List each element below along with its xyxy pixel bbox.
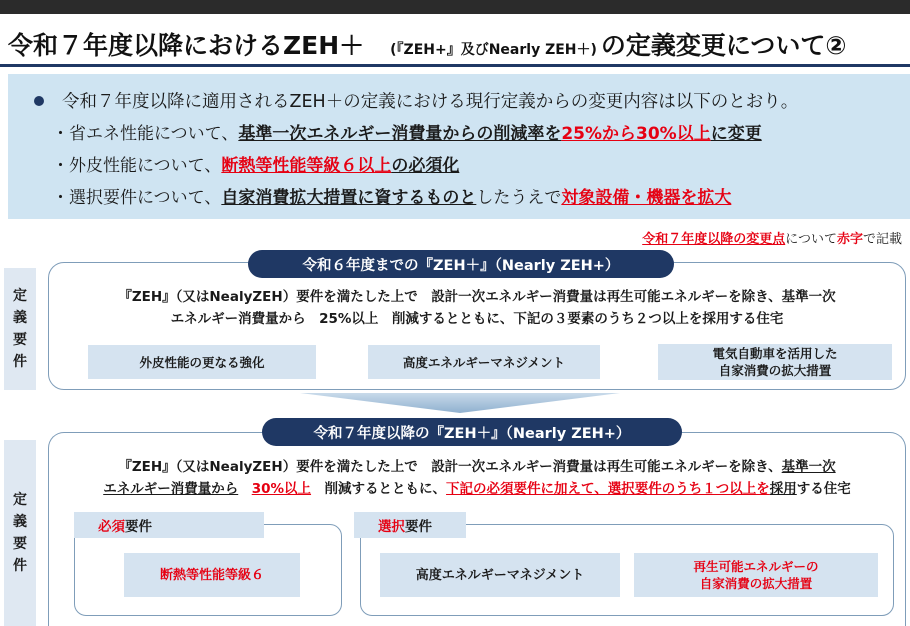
title-sub: (『ZEH+』及びNearly ZEH＋) bbox=[390, 42, 597, 58]
after-line1-a: 『ZEH』（又はNealyZEH）要件を満たした上で 設計一次エネルギー消費量は再生可能エネルギーを除き、 bbox=[118, 459, 782, 475]
change-note bbox=[642, 228, 902, 247]
chip3-line1: 電気自動車を活用した bbox=[712, 346, 838, 361]
chip-advanced-energy-management: 高度エネルギーマネジメント bbox=[380, 553, 620, 597]
side-char: 義 bbox=[13, 514, 27, 530]
before-desc-line2: エネルギー消費量から 25%以上 削減するとともに、下記の３要素のうち２つ以上を採用する住宅 bbox=[170, 311, 784, 327]
chip6-line2: 自家消費の拡大措置 bbox=[699, 576, 813, 591]
item3-prefix: ・選択要件について、 bbox=[52, 188, 222, 208]
note-end: で記載 bbox=[862, 232, 902, 247]
item2-emph: の必須化 bbox=[391, 156, 460, 176]
side-char: 要 bbox=[13, 332, 27, 348]
chip-renewable-self-consumption bbox=[634, 553, 878, 597]
chip-envelope-strengthening: 外皮性能の更なる強化 bbox=[88, 345, 316, 379]
item3-red: 対象設備・機器を拡大 bbox=[561, 188, 732, 208]
page-title bbox=[8, 26, 847, 66]
chip-insulation-grade6: 断熱等性能等級６ bbox=[124, 553, 300, 597]
item2-red: 断熱等性能等級６以上 bbox=[221, 156, 392, 176]
after-desc-line1 bbox=[60, 456, 894, 478]
before-header-pill: 令和６年度までの『ZEH＋』（Nearly ZEH+） bbox=[248, 250, 674, 278]
after-desc-line2 bbox=[60, 478, 894, 500]
select-rest: 要件 bbox=[405, 519, 432, 535]
summary-box bbox=[8, 74, 910, 219]
side-char: 義 bbox=[13, 310, 27, 326]
chip3-line2: 自家消費の拡大措置 bbox=[718, 363, 832, 378]
after-line2-c: 採用 bbox=[769, 481, 797, 497]
side-char: 件 bbox=[13, 354, 27, 370]
after-line2-a: エネルギー消費量から bbox=[103, 481, 239, 497]
item2-prefix: ・外皮性能について、 bbox=[52, 156, 222, 176]
chip-ev-self-consumption bbox=[658, 344, 892, 380]
after-line1-b: 基準一次 bbox=[781, 459, 836, 475]
chip6-line1: 再生可能エネルギーの bbox=[693, 559, 819, 574]
top-bar bbox=[0, 0, 910, 14]
side-label-before bbox=[4, 268, 36, 390]
item1-emph2: に変更 bbox=[710, 124, 762, 144]
side-label-after bbox=[4, 440, 36, 626]
item1-prefix: ・省エネ性能について、 bbox=[52, 124, 239, 144]
note-red1: 令和７年度以降の変更点 bbox=[642, 232, 786, 247]
summary-item-energy bbox=[22, 118, 896, 150]
after-header-pill: 令和７年度以降の『ZEH＋』（Nearly ZEH+） bbox=[262, 418, 682, 446]
side-char: 件 bbox=[13, 558, 27, 574]
after-line2-red2: 下記の必須要件に加えて、選択要件のうち１つ以上を bbox=[446, 481, 770, 497]
summary-item-envelope bbox=[22, 150, 896, 182]
after-line2-red: 30%以上 bbox=[251, 481, 312, 497]
before-description bbox=[60, 286, 894, 330]
side-char: 定 bbox=[13, 288, 27, 304]
item1-red: 25%から30%以上 bbox=[561, 124, 711, 144]
summary-intro bbox=[22, 86, 896, 118]
note-red2: 赤字 bbox=[836, 232, 863, 247]
side-char: 定 bbox=[13, 492, 27, 508]
chip-energy-management: 高度エネルギーマネジメント bbox=[368, 345, 600, 379]
item3-emph: 自家消費拡大措置に資するものと bbox=[221, 188, 477, 208]
summary-intro-text: 令和７年度以降に適用されるZEH＋の定義における現行定義からの変更内容は以下のとおり。 bbox=[62, 92, 799, 112]
must-red: 必須 bbox=[98, 519, 125, 535]
item3-mid: したうえで bbox=[476, 188, 562, 208]
bullet-dot-icon bbox=[34, 96, 44, 106]
side-char: 要 bbox=[13, 536, 27, 552]
must-requirements-header bbox=[74, 512, 264, 538]
title-underline bbox=[0, 64, 910, 67]
after-line2-d: する住宅 bbox=[796, 481, 851, 497]
before-desc-line1: 『ZEH』（又はNealyZEH）要件を満たした上で 設計一次エネルギー消費量は再生可能エネルギーを除き、基準一次 bbox=[118, 289, 836, 305]
item1-emph1: 基準一次エネルギー消費量からの削減率を bbox=[238, 124, 562, 144]
note-mid: について bbox=[785, 232, 837, 247]
summary-item-selection bbox=[22, 182, 896, 214]
select-red: 選択 bbox=[378, 519, 405, 535]
down-arrow-icon bbox=[300, 393, 620, 413]
title-main: 令和７年度以降におけるZEH＋ bbox=[8, 31, 365, 60]
title-end: の定義変更について② bbox=[600, 31, 847, 60]
must-rest: 要件 bbox=[125, 519, 152, 535]
select-requirements-header bbox=[354, 512, 466, 538]
after-line2-b: 削減するとともに、 bbox=[324, 481, 447, 497]
after-description bbox=[60, 456, 894, 500]
